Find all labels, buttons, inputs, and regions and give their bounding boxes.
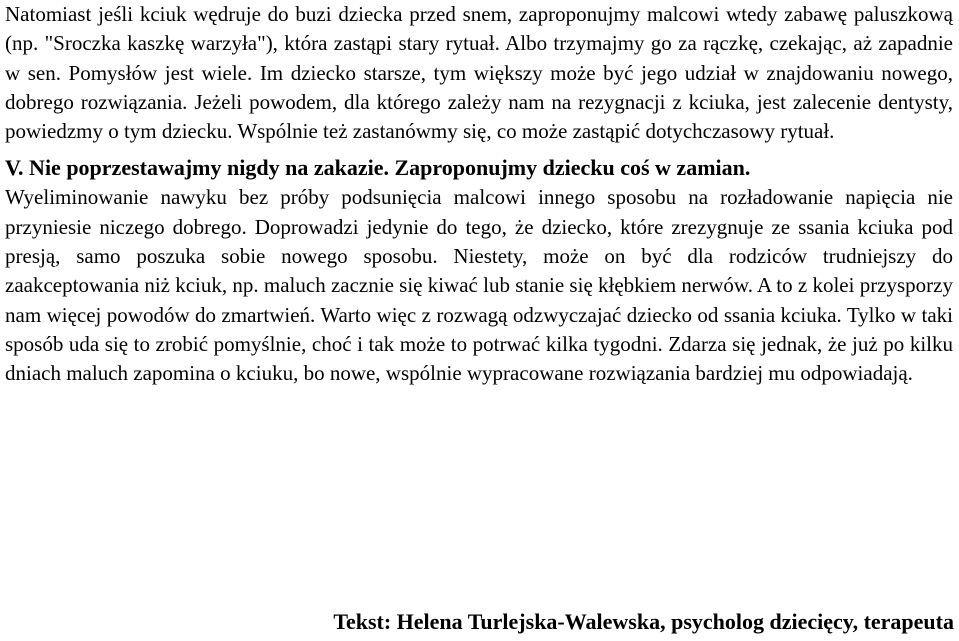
document-page xyxy=(5,0,953,389)
paragraph-main: Wyeliminowanie nawyku bez próby podsunięcia malcowi innego sposobu na rozładowanie napięcia nie przyniesie niczego dobrego. Doprowadzi jedynie do tego, że dziecko, które zrezygnuje ze ssania kciuka pod presją, samo poszuka sobie nowego sposobu. Niestety, może on być dla rodziców trudniejszy do zaakceptowania niż kciuk, np. maluch zacznie się kiwać lub stanie się kłębkiem nerwów. A to z kolei przysporzy nam więcej powodów do zmartwień. Warto więc z rozwagą odzwyczajać dziecko od ssania kciuka. Tylko w taki sposób uda się to zrobić pomyślnie, choć i tak może to potrwać kilka tygodni. Zdarza się jednak, że już po kilku dniach maluch zapomina o kciuku, bo nowe, wspólnie wypracowane rozwiązania bardziej mu odpowiadają. xyxy=(5,185,953,386)
author-credit: Tekst: Helena Turlejska-Walewska, psycholog dziecięcy, terapeuta xyxy=(333,609,954,634)
paragraph-intro: Natomiast jeśli kciuk wędruje do buzi dziecka przed snem, zaproponujmy malcowi wtedy zabawę paluszkową (np. "Sroczka kaszkę warzyła"), która zastąpi stary rytuał. Albo trzymajmy go za rączkę, czekając, aż zapadnie w sen. Pomysłów jest wiele. Im dziecko starsze, tym większy może być jego udział w znajdowaniu nowego, dobrego rozwiązania. Jeżeli powodem, dla którego zależy nam na rezygnacji z kciuka, jest zalecenie dentysty, powiedzmy o tym dziecku. Wspólnie też zastanówmy się, co może zastąpić dotychczasowy rytuał. xyxy=(5,2,953,144)
section-heading: V. Nie poprzestawajmy nigdy na zakazie. Zaproponujmy dziecku coś w zamian. xyxy=(5,155,751,181)
